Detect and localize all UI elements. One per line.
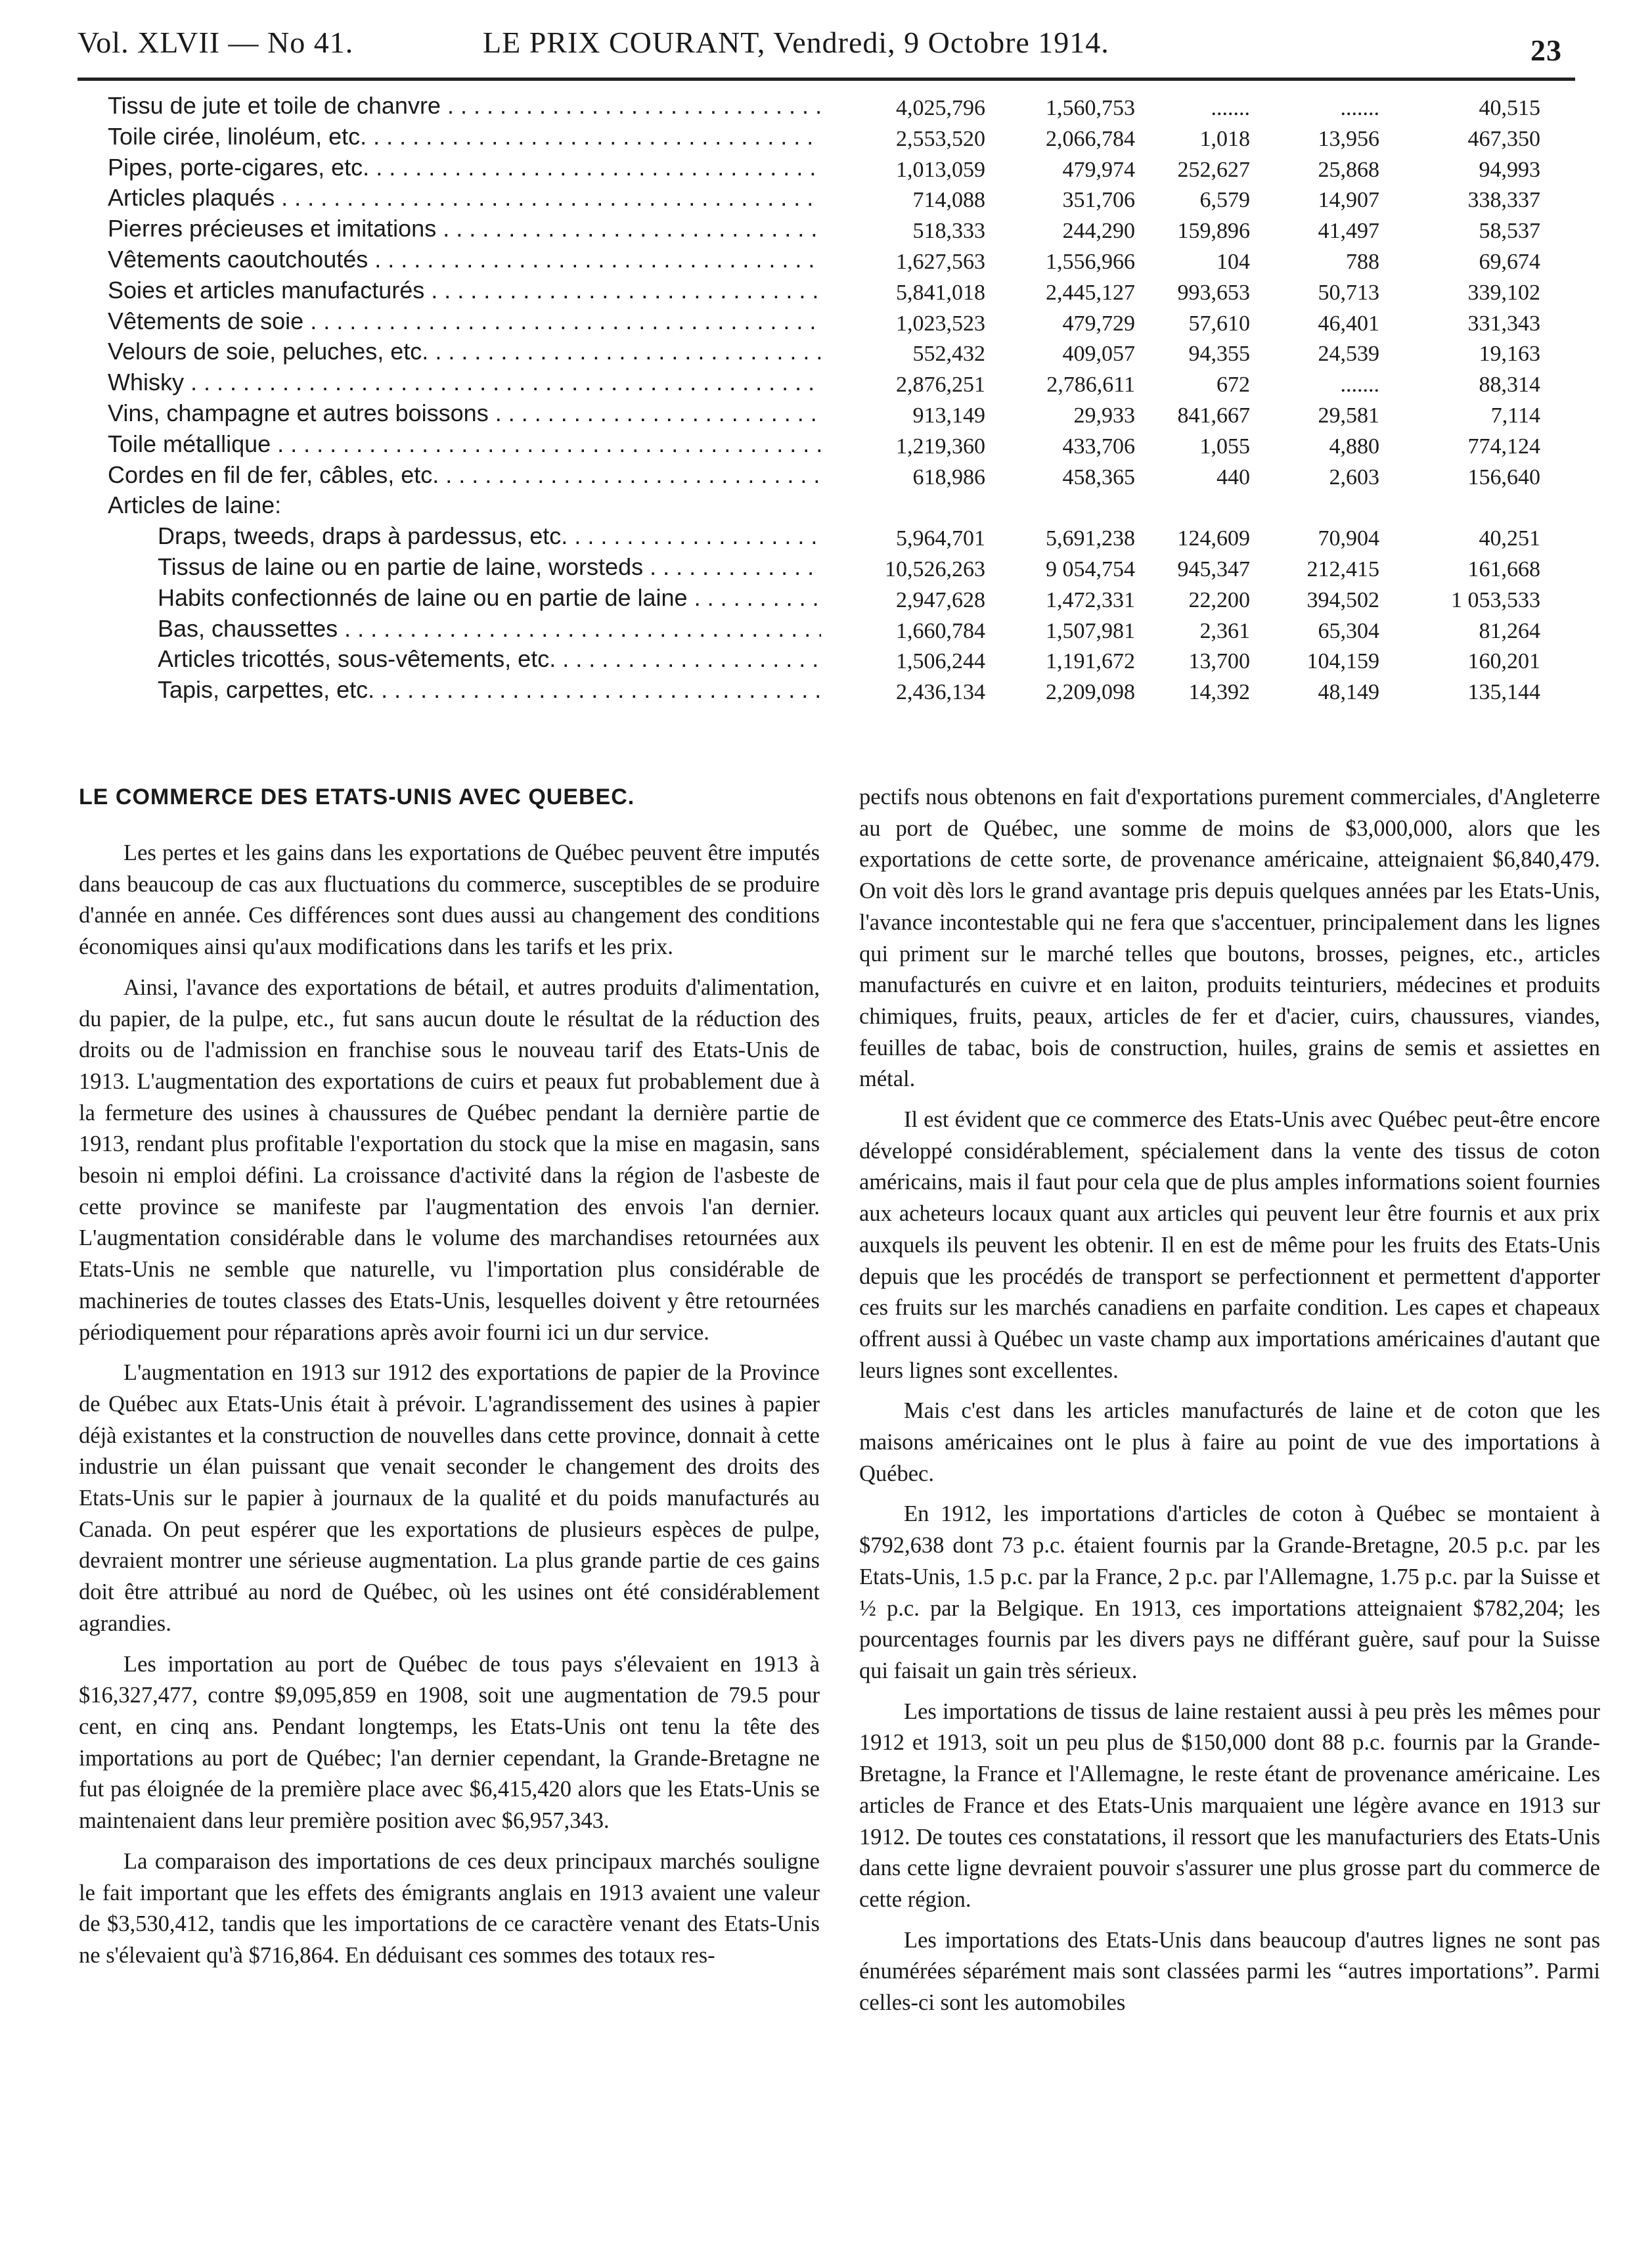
row-value: 440 [1217, 465, 1250, 489]
row-value: 19,163 [1479, 342, 1540, 367]
row-value: 65,304 [1318, 618, 1379, 643]
article-paragraph: Il est évident que ce commerce des Etats-Unis avec Québec peut-être encore développé considérablement, spécialement dans la vente des tissus de coton américains, mais il faut pour cela que de plus amples informations soient fournies aux acheteurs locaux quant aux articles qui peuvent leur être fournis et aux prix auxquels ils peuvent les obtenir. Il en est de même pour les fruits des Etats-Unis depuis que les procédés de transport se perfectionnent et permettent d'apporter ces fruits sur les marchés canadiens en parfaite condition. Les capes et chapeaux offrent aussi à Québec un vaste champ aux importations américaines d'autant que leurs lignes sont excellentes. [859, 1107, 1600, 1383]
row-value: 25,868 [1318, 157, 1379, 182]
row-value: 2,436,134 [896, 680, 985, 705]
header-rule [78, 78, 1575, 81]
row-value: 161,668 [1467, 557, 1540, 581]
table-row [0, 92, 1652, 123]
row-value: 2,947,628 [896, 587, 985, 612]
article-paragraph: En 1912, les importations d'articles de coton à Québec se montaient à $792,638 dont 73 p.c. étaient fournis par la Grande-Bretagne, 20.5 p.c. par les Etats-Unis, 1.5 p.c. par la France, 2 p.c. par l'Allemagne, 1.75 p.c. par la Suisse et ½ p.c. par la Belgique. En 1913, ces importations atteignaient $782,204; les pourcentages fournis par les divers pays ne différant guère, sauf pour la Suisse qui faisait un gain très sérieux. [859, 1501, 1600, 1683]
table-row [0, 461, 1652, 492]
table-row [0, 553, 1652, 584]
article-paragraph: Les importation au port de Québec de tous pays s'élevaient en 1913 à $16,327,477, contre $9,095,859 en 1908, soit une augmentation de 79.5 pour cent, en cinq ans. Pendant longtemps, les Etats-Unis ont tenu la tête des importations au port de Québec; l'an dernier cependant, la Grande-Bretagne ne fut pas éloignée de la première place avec $6,415,420 alors que les Etats-Unis se maintenaient dans leur première position avec $6,957,343. [79, 1651, 820, 1834]
row-label: Tissu de jute et toile de chanvre . . . [108, 92, 820, 120]
row-value: 14,907 [1318, 188, 1379, 213]
row-value: 2,603 [1329, 465, 1379, 489]
article-paragraph: Les importations des Etats-Unis dans beaucoup d'autres lignes ne sont pas énumérées séparément mais sont classées parmi les “autres importations”. Parmi celles-ci sont les automobiles [859, 1927, 1600, 2016]
row-value: 2,553,520 [896, 126, 985, 151]
row-label: Tissus de laine ou en partie de laine, worsteds . . . [158, 553, 821, 581]
row-label: Habits confectionnés de laine ou en partie de laine . . . [158, 584, 821, 612]
row-value: 479,974 [1062, 157, 1135, 182]
table-row [0, 338, 1652, 369]
row-label: Articles de laine: [108, 491, 282, 519]
row-value: 104,159 [1306, 649, 1379, 674]
row-value: 69,674 [1479, 249, 1540, 274]
row-value: 22,200 [1188, 587, 1250, 612]
row-value: 672 [1217, 373, 1250, 398]
row-label: Soies et articles manufacturés . . . [108, 277, 820, 304]
row-label: Whisky . . . [108, 369, 820, 396]
row-value: 13,700 [1188, 649, 1250, 674]
article-title: LE COMMERCE DES ETATS-UNIS AVEC QUEBEC. [79, 785, 635, 809]
row-value: ....... [1211, 96, 1250, 120]
publication-title: LE PRIX COURANT, Vendredi, 9 Octobre 1914. [483, 26, 1109, 59]
row-label: Tapis, carpettes, etc. . . . [158, 676, 821, 704]
table-row [0, 615, 1652, 646]
table-row [0, 369, 1652, 399]
article-right-column [859, 782, 1600, 2019]
row-value: 135,144 [1467, 680, 1540, 705]
row-value: 40,251 [1479, 526, 1540, 551]
row-value: 2,876,251 [896, 373, 985, 398]
table-row [0, 399, 1652, 430]
table-row [0, 584, 1652, 615]
table-row [0, 645, 1652, 676]
table-row [0, 123, 1652, 154]
row-value: 252,627 [1177, 157, 1250, 182]
row-value: 1,472,331 [1046, 587, 1135, 612]
row-value: 394,502 [1306, 587, 1379, 612]
row-value: ....... [1340, 96, 1379, 120]
row-value: 1 053,533 [1451, 587, 1540, 612]
row-value: 104 [1217, 249, 1250, 274]
row-value: 1,191,672 [1046, 649, 1135, 674]
table-row [0, 491, 1652, 522]
article-left-column [79, 782, 820, 1972]
row-value: 212,415 [1306, 557, 1379, 581]
table-row [0, 246, 1652, 277]
row-value: 46,401 [1318, 311, 1379, 336]
row-value: 94,993 [1479, 157, 1540, 182]
row-label: Bas, chaussettes . . . [158, 615, 821, 643]
table-row [0, 154, 1652, 185]
table-row [0, 184, 1652, 215]
table-row [0, 430, 1652, 461]
row-value: 29,933 [1073, 403, 1135, 428]
row-value: 518,333 [912, 219, 985, 244]
row-value: 1,018 [1199, 126, 1250, 151]
row-value: 156,640 [1467, 465, 1540, 489]
row-value: 2,786,611 [1046, 373, 1135, 398]
row-label: Toile cirée, linoléum, etc. . . . [108, 123, 820, 150]
row-label: Pierres précieuses et imitations . . . [108, 215, 820, 242]
row-label: Toile métallique . . . [108, 430, 820, 458]
row-value: 48,149 [1318, 680, 1379, 705]
row-value: 339,102 [1467, 280, 1540, 305]
row-value: 94,355 [1188, 342, 1250, 367]
article-paragraph: Mais c'est dans les articles manufacturés de laine et de coton que les maisons américaines ont le plus à faire au point de vue des importations à Québec. [859, 1398, 1600, 1486]
row-value: 467,350 [1467, 126, 1540, 151]
row-value: 774,124 [1467, 434, 1540, 459]
table-row [0, 307, 1652, 338]
article-paragraph: L'augmentation en 1913 sur 1912 des exportations de papier de la Province de Québec aux Etats-Unis était à prévoir. L'agrandissement des usines à papier déjà existantes et la construction de nouvelles dans cette province, donnait à cette industrie un élan puissant que venait seconder le changement des droits des Etats-Unis sur le papier à journaux de la qualité et du poids manufacturés au Canada. On peut espérer que les exportations de plusieurs espèces de pulpe, devraient montrer une sérieuse augmentation. La plus grande partie de ces gains doit être attribué au nord de Québec, où les usines ont été considérablement agrandies. [79, 1360, 820, 1636]
row-value: 4,880 [1329, 434, 1379, 459]
row-value: 2,209,098 [1046, 680, 1135, 705]
row-value: 10,526,263 [885, 557, 985, 581]
row-value: 5,691,238 [1046, 526, 1135, 551]
row-value: 57,610 [1188, 311, 1250, 336]
row-label: Articles tricottés, sous-vêtements, etc. . . . [158, 645, 821, 673]
row-label: Cordes en fil de fer, câbles, etc. . . . [108, 461, 820, 489]
row-value: 81,264 [1479, 618, 1540, 643]
table-row [0, 215, 1652, 246]
row-value: 124,609 [1177, 526, 1250, 551]
row-value: 479,729 [1062, 311, 1135, 336]
row-value: 618,986 [912, 465, 985, 489]
article-paragraph: Ainsi, l'avance des exportations de bétail, et autres produits d'alimentation, du papier, de la pulpe, etc., fut sans aucun doute le résultat de la réduction des droits ou de l'admission en franchise sous le nouveau tarif des Etats-Unis de 1913. L'augmentation des exportations de cuirs et peaux fut probablement due à la fermeture des usines à chaussures de Québec pendant la dernière partie de 1913, rendant plus profitable l'exportation du stock que la mise en magasin, sans besoin ni emploi défini. La croissance d'activité dans la région de l'asbeste de cette province se manifeste par l'augmentation des envois l'an dernier. L'augmentation considérable dans le volume des marchandises retournées aux Etats-Unis ne semble que naturelle, vu l'importation plus considérable de machineries de toutes classes des Etats-Unis, lesquelles doivent y être retournées périodiquement pour réparations après avoir fourni ici un dur service. [79, 974, 820, 1345]
row-value: 159,896 [1177, 219, 1250, 244]
row-value: 351,706 [1062, 188, 1135, 213]
row-value: 5,841,018 [896, 280, 985, 305]
row-value: 2,361 [1199, 618, 1250, 643]
article-paragraph: Les pertes et les gains dans les exportations de Québec peuvent être imputés dans beaucoup de cas aux fluctuations du commerce, susceptibles de se produire d'année en année. Ces différences sont dues aussi au changement des conditions économiques ainsi qu'aux modifications dans les tarifs et les prix. [79, 840, 820, 960]
row-value: 331,343 [1467, 311, 1540, 336]
row-value: 1,013,059 [896, 157, 985, 182]
row-label: Pipes, porte-cigares, etc. . . . [108, 154, 820, 181]
row-value: 433,706 [1062, 434, 1135, 459]
table-row [0, 522, 1652, 553]
row-label: Articles plaqués . . . [108, 184, 820, 212]
row-value: 6,579 [1199, 188, 1250, 213]
row-value: 1,660,784 [896, 618, 985, 643]
row-value: 2,066,784 [1046, 126, 1135, 151]
row-value: 24,539 [1318, 342, 1379, 367]
row-label: Vins, champagne et autres boissons . . . [108, 399, 820, 427]
row-value: 714,088 [912, 188, 985, 213]
row-value: 945,347 [1177, 557, 1250, 581]
row-value: 2,445,127 [1046, 280, 1135, 305]
row-value: 788 [1346, 249, 1379, 274]
row-value: 1,560,753 [1046, 96, 1135, 120]
article-paragraph: pectifs nous obtenons en fait d'exportations purement commerciales, d'Angleterre au port de Québec, une somme de moins de $3,000,000, alors que les exportations de cette sorte, de provenance américaine, atteignaient $6,840,479. On voit dès lors le grand avantage pris depuis quelques années par les Etats-Unis, l'avance incontestable qui ne fera que s'accentuer, principalement dans les lignes qui priment sur le marché telles que boutons, brosses, peignes, etc., articles manufacturés en cuivre et en laiton, produits teinturiers, médecines et produits chimiques, fruits, peaux, articles de fer et d'acier, cuirs, chaussures, viandes, feuilles de tabac, bois de construction, huiles, grains de semis et assiettes en métal. [859, 785, 1600, 1092]
table-row [0, 676, 1652, 707]
row-label: Draps, tweeds, draps à pardessus, etc. . . . [158, 522, 821, 550]
row-value: 1,507,981 [1046, 618, 1135, 643]
row-value: 409,057 [1062, 342, 1135, 367]
row-value: 338,337 [1467, 188, 1540, 213]
row-value: 841,667 [1177, 403, 1250, 428]
row-value: 458,365 [1062, 465, 1135, 489]
row-value: 5,964,701 [896, 526, 985, 551]
row-label: Vêtements de soie . . . [108, 307, 820, 335]
row-value: 41,497 [1318, 219, 1379, 244]
table-row [0, 277, 1652, 307]
row-value: 1,219,360 [896, 434, 985, 459]
row-value: 29,581 [1318, 403, 1379, 428]
row-value: 40,515 [1479, 96, 1540, 120]
row-value: 244,290 [1062, 219, 1135, 244]
row-value: 58,537 [1479, 219, 1540, 244]
row-value: 9 054,754 [1046, 557, 1135, 581]
row-value: 14,392 [1188, 680, 1250, 705]
row-value: 1,023,523 [896, 311, 985, 336]
row-value: 13,956 [1318, 126, 1379, 151]
row-value: 913,149 [912, 403, 985, 428]
row-value: 50,713 [1318, 280, 1379, 305]
article-paragraph: La comparaison des importations de ces deux principaux marchés souligne le fait important que les effets des émigrants anglais en 1913 avaient une valeur de $3,530,412, tandis que les importations de ce caractère venant des Etats-Unis ne s'élevaient qu'à $716,864. En déduisant ces sommes des totaux res- [79, 1848, 820, 1968]
row-value: 1,506,244 [896, 649, 985, 674]
row-label: Vêtements caoutchoutés . . . [108, 246, 820, 273]
volume-number: Vol. XLVII — No 41. [78, 26, 354, 59]
import-table [0, 92, 1652, 707]
page-number: 23 [1530, 34, 1562, 67]
row-value: ....... [1340, 373, 1379, 398]
row-value: 70,904 [1318, 526, 1379, 551]
row-value: 88,314 [1479, 373, 1540, 398]
row-value: 1,627,563 [896, 249, 985, 274]
article-paragraph: Les importations de tissus de laine restaient aussi à peu près les mêmes pour 1912 et 1913, soit un peu plus de $150,000 dont 88 p.c. fournis par la Grande-Bretagne, la France et l'Allemagne, le reste étant de provenance américaine. Les articles de France et des Etats-Unis marquaient une légère avance en 1913 sur 1912. De toutes ces constatations, il ressort que les manufacturiers des Etats-Unis dans cette ligne devraient pouvoir s'assurer une plus grosse part du commerce de cette région. [859, 1698, 1600, 1912]
row-value: 4,025,796 [896, 96, 985, 120]
row-value: 552,432 [912, 342, 985, 367]
row-value: 1,055 [1199, 434, 1250, 459]
row-label: Velours de soie, peluches, etc. . . . [108, 338, 820, 365]
row-value: 993,653 [1177, 280, 1250, 305]
row-value: 160,201 [1467, 649, 1540, 674]
row-value: 7,114 [1490, 403, 1540, 428]
row-value: 1,556,966 [1046, 249, 1135, 274]
